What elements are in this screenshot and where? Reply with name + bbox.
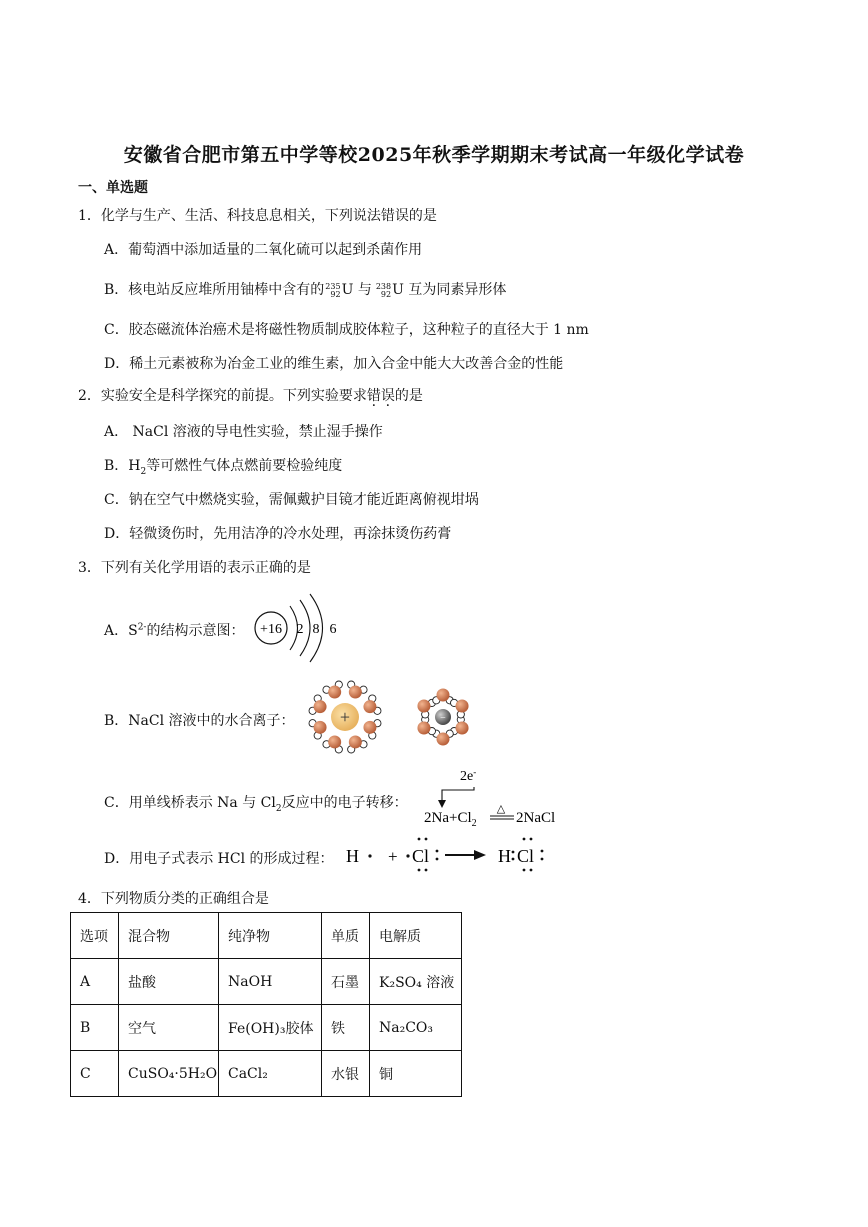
q1-option-b-text: B．核电站反应堆所用铀棒中含有的	[104, 282, 325, 298]
table-cell: 铁	[322, 1005, 370, 1051]
hydrogen-atom: H	[346, 846, 359, 866]
header-cell: 纯净物	[219, 913, 322, 959]
sulfide-ion-structure-diagram	[250, 592, 350, 664]
mass-number: 235	[325, 282, 341, 291]
arrowhead	[438, 800, 446, 808]
product-hydrogen: H	[498, 846, 511, 866]
q2-option-b	[104, 455, 342, 477]
electron-dot	[425, 869, 428, 872]
water-oxygen-atom	[456, 722, 469, 735]
water-oxygen-atom	[363, 721, 376, 734]
q2-option-d: D．轻微烫伤时，先用洁净的冷水处理，再涂抹烫伤药膏	[104, 526, 452, 542]
water-oxygen-atom	[328, 686, 341, 699]
classification-table	[70, 912, 462, 1097]
product: 2NaCl	[516, 810, 556, 826]
q4-stem: 4．下列物质分类的正确组合是	[78, 891, 269, 907]
table-cell: K₂SO₄ 溶液	[370, 959, 462, 1005]
water-oxygen-atom	[314, 721, 327, 734]
reaction-arrowhead	[474, 850, 486, 860]
electron-dot	[425, 838, 428, 841]
water-oxygen-atom	[363, 700, 376, 713]
water-oxygen-atom	[437, 733, 450, 746]
q3-option-b: B．NaCl 溶液中的水合离子：	[104, 713, 295, 729]
q3-option-a-text: A．S	[104, 623, 138, 639]
q1-option-b	[104, 279, 506, 299]
shell-electron-count: 8	[312, 622, 320, 637]
table-cell: CaCl₂	[219, 1051, 322, 1097]
q1-option-a: A．葡萄酒中添加适量的二氧化硫可以起到杀菌作用	[104, 242, 423, 258]
electron-dot	[541, 858, 544, 861]
electron-dot	[541, 850, 544, 853]
table-row	[71, 1005, 462, 1051]
nucleus-charge: +16	[260, 622, 282, 637]
q3-option-c-rest: 反应中的电子转移：	[281, 795, 408, 811]
q2-stem-text: 2．实验安全是科学探究的前提。下列实验要求	[78, 388, 367, 404]
chlorine-atom: Cl	[412, 846, 430, 866]
table-cell: 石墨	[322, 959, 370, 1005]
hydrated-ions-diagram	[298, 676, 498, 758]
hcl-electron-formula	[342, 832, 562, 876]
table-cell: 水银	[322, 1051, 370, 1097]
q1-option-c: C．胶态磁流体治癌术是将磁性物质制成胶体粒子，这种粒子的直径大于 1 nm	[104, 322, 589, 338]
shared-electron-dot	[512, 858, 515, 861]
table-row	[71, 1051, 462, 1097]
table-cell: Na₂CO₃	[370, 1005, 462, 1051]
q3-option-c	[104, 792, 408, 814]
emphasis-char: 错	[366, 388, 381, 404]
q1-option-d: D．稀土元素被称为冶金工业的维生素，加入合金中能大大改善合金的性能	[104, 356, 564, 372]
q3-stem: 3．下列有关化学用语的表示正确的是	[78, 560, 311, 576]
table-cell: A	[71, 959, 119, 1005]
product-chlorine: Cl	[517, 846, 535, 866]
single-line-bridge-equation	[418, 764, 578, 830]
q2-option-a: A． NaCl 溶液的导电性实验，禁止湿手操作	[104, 424, 383, 440]
electron-dot	[406, 854, 409, 857]
mass-number: 238	[375, 282, 392, 291]
table-cell: NaOH	[219, 959, 322, 1005]
electron-dot	[530, 838, 533, 841]
header-cell: 选项	[71, 913, 119, 959]
electron-transfer-label: 2e-	[460, 767, 477, 784]
table-header-row	[71, 913, 462, 959]
electron-dot	[418, 838, 421, 841]
q1-option-b-u1: U 与	[341, 282, 372, 298]
isotope-235-notation	[325, 283, 340, 299]
water-oxygen-atom	[417, 722, 430, 735]
table-cell: 空气	[119, 1005, 219, 1051]
electron-dot	[523, 838, 526, 841]
electron-dot	[436, 850, 439, 853]
q3-option-a-rest: 的结构示意图：	[146, 623, 245, 639]
water-oxygen-atom	[417, 700, 430, 713]
hydrated-chloride-ion	[417, 689, 468, 746]
q3-option-d: D．用电子式表示 HCl 的形成过程：	[104, 851, 334, 867]
shell-electron-count: 2	[296, 622, 304, 637]
subscript: 2	[275, 803, 282, 814]
water-oxygen-atom	[349, 686, 362, 699]
positive-charge: +	[339, 707, 351, 727]
q3-option-c-text: C．用单线桥表示 Na 与 Cl	[104, 795, 276, 811]
table-cell: CuSO₄·5H₂O	[119, 1051, 219, 1097]
electron-dot	[530, 869, 533, 872]
water-oxygen-atom	[349, 735, 362, 748]
electron-dot	[523, 869, 526, 872]
table-cell: Fe(OH)₃胶体	[219, 1005, 322, 1051]
electron-transfer-line	[442, 787, 474, 806]
q2-option-b-rest: 等可燃性气体点燃前要检验纯度	[146, 458, 343, 474]
q1-option-b-u2: U 互为同素异形体	[392, 282, 507, 298]
q2-stem	[78, 385, 423, 405]
q2-option-c: C．钠在空气中燃烧实验，需佩戴护目镜才能近距离俯视坩埚	[104, 492, 479, 508]
isotope-238-notation	[376, 283, 391, 299]
atomic-number: 92	[330, 290, 341, 299]
q1-stem: 1．化学与生产、生活、科技息息相关，下列说法错误的是	[78, 208, 437, 224]
q2-option-b-text: B．H	[104, 458, 141, 474]
superscript: 2-	[137, 622, 147, 633]
reactants: $2Na+Cl_2$	[424, 810, 477, 829]
subscript: 2	[140, 466, 147, 477]
section-heading: 一、单选题	[78, 180, 148, 196]
water-oxygen-atom	[437, 689, 450, 702]
heat-symbol: △	[496, 803, 506, 815]
electron-dot	[368, 854, 371, 857]
plus-sign: +	[388, 847, 398, 866]
header-cell: 单质	[322, 913, 370, 959]
page-title: 安徽省合肥市第五中学等校2025年秋季学期期末考试高一年级化学试卷	[123, 144, 745, 166]
table-cell: B	[71, 1005, 119, 1051]
electron-dot	[418, 869, 421, 872]
q3-option-a	[104, 620, 244, 640]
negative-charge: −	[440, 713, 446, 724]
water-oxygen-atom	[314, 700, 327, 713]
q2-stem-end: 的是	[394, 388, 423, 404]
atomic-number: 92	[380, 290, 392, 299]
table-cell: 铜	[370, 1051, 462, 1097]
hydrated-sodium-ion	[309, 681, 381, 753]
shell-electron-count: 6	[329, 622, 337, 637]
table-cell: 盐酸	[119, 959, 219, 1005]
emphasis-char: 误	[380, 388, 395, 404]
water-oxygen-atom	[456, 700, 469, 713]
header-cell: 混合物	[119, 913, 219, 959]
table-cell: C	[71, 1051, 119, 1097]
electron-dot	[436, 858, 439, 861]
table-row	[71, 959, 462, 1005]
header-cell: 电解质	[370, 913, 462, 959]
shared-electron-dot	[512, 851, 515, 854]
water-oxygen-atom	[328, 735, 341, 748]
